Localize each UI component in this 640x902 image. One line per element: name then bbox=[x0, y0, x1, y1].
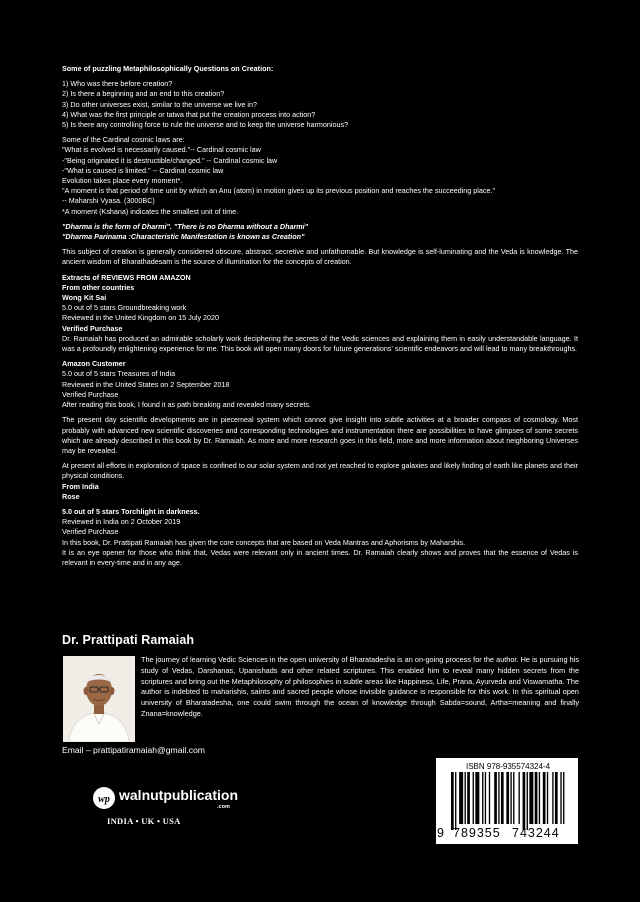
barcode-bar bbox=[552, 772, 553, 824]
barcode-bar bbox=[451, 772, 454, 830]
laws-line: *A moment (Kshana) indicates the smallest unit of time. bbox=[62, 206, 239, 216]
barcode-bar bbox=[506, 772, 509, 824]
reviews-heading: Extracts of REVIEWS FROM AMAZON bbox=[62, 272, 191, 282]
isbn-label: ISBN 978-935574324-4 bbox=[466, 762, 551, 771]
barcode-bar bbox=[467, 772, 470, 824]
barcode-bar bbox=[560, 772, 561, 824]
back-cover-text bbox=[62, 64, 578, 568]
review-commentary: At present all efforts in exploration of space is confined to our solar system and not yet reached to explore galaxies and likely finding of earth like planets and their physical conditions. bbox=[62, 461, 578, 481]
barcode-bar bbox=[539, 772, 540, 824]
barcode-bar bbox=[527, 772, 528, 830]
barcode-bar bbox=[489, 772, 490, 824]
review-verified: Verified Purchase bbox=[62, 389, 119, 399]
review-verified: Verified Purchase bbox=[62, 323, 123, 333]
dharma-quote-1: "Dharma is the form of Dharmi". "There is no Dharma without a Dharmi" bbox=[62, 221, 309, 231]
barcode-bar bbox=[494, 772, 497, 824]
question-item: 2) Is there a beginning and an end to this creation? bbox=[62, 89, 225, 99]
publisher-regions: INDIA • UK • USA bbox=[107, 816, 181, 826]
barcode-bar bbox=[501, 772, 504, 824]
author-name: Dr. Prattipati Ramaiah bbox=[62, 633, 195, 647]
publisher-domain: .com bbox=[217, 804, 230, 810]
author-bio: The journey of learning Vedic Sciences in the open university of Bharatadesha is an on-going process for the author. He is pursuing his study of Vedas, Darshanas, Upanishads and other related scriptures. This enabled him to reveal many hidden secrets from the scriptures and bring out the Metaphilosophy of philosophies in subtle areas like Happiness, Life, Prana, Ayurveda and Viswamatha. The author is indebted to maharishis, saints and sacred people whose invisible guidance is responsible for this work. In this spiritual open university of Bharatadesha, one could swim through the ocean of knowledge through Sabda=sound, Artha=meaning and finally Znana=knowledge. bbox=[141, 655, 579, 718]
barcode-bar bbox=[523, 772, 526, 830]
barcode-icon bbox=[445, 772, 569, 830]
review-rating: 5.0 out of 5 stars Torchlight in darkness. bbox=[62, 506, 200, 516]
barcode-digits-right: 743244 bbox=[512, 826, 560, 840]
reviewer-name: Amazon Customer bbox=[62, 359, 126, 369]
walnut-logo-icon bbox=[93, 787, 115, 809]
question-item: 4) What was the first principle or tatwa that put the creation process into action? bbox=[62, 109, 316, 119]
barcode-digits-left: 789355 bbox=[453, 826, 501, 840]
laws-line: "What is evolved is necessarily caused."-- Cardinal cosmic law bbox=[62, 145, 261, 155]
question-item: 1) Who was there before creation? bbox=[62, 79, 173, 89]
reviews-subheading: From India bbox=[62, 481, 99, 491]
isbn-barcode bbox=[436, 758, 578, 844]
review-date: Reviewed in the United Kingdom on 15 July 2020 bbox=[62, 313, 220, 323]
reviews-subheading: From other countries bbox=[62, 282, 135, 292]
barcode-bar bbox=[555, 772, 558, 824]
review-text: After reading this book, I found it as path breaking and revealed many secrets. bbox=[62, 400, 311, 410]
barcode-bar bbox=[535, 772, 538, 824]
barcode-bar bbox=[498, 772, 499, 824]
review-date: Reviewed in India on 2 October 2019 bbox=[62, 517, 181, 527]
publisher-name: walnutpublication bbox=[119, 787, 238, 803]
barcode-bar bbox=[482, 772, 483, 824]
laws-line: "A moment is that period of time unit by which an Anu (atom) in motion gives up its previous position and reaches the succeeding place." bbox=[62, 186, 495, 196]
barcode-bar bbox=[510, 772, 511, 824]
barcode-bar bbox=[547, 772, 548, 824]
svg-text:wp: wp bbox=[98, 794, 110, 805]
author-photo bbox=[63, 656, 135, 742]
reviewer-name: Wong Kit Sai bbox=[62, 293, 107, 303]
reviewer-name: Rose bbox=[62, 491, 80, 501]
laws-line: -"Being originated it is destructible/changed." -- Cardinal cosmic law bbox=[62, 155, 278, 165]
questions-heading: Some of puzzling Metaphilosophically Questions on Creation: bbox=[62, 64, 274, 73]
walnut-mark-icon bbox=[93, 787, 115, 809]
review-rating: 5.0 out of 5 stars Treasures of India bbox=[62, 369, 176, 379]
barcode-bar bbox=[459, 772, 463, 824]
laws-line: Evolution takes place every moment*. bbox=[62, 176, 183, 186]
laws-line: -"What is caused is limited." -- Cardinal cosmic law bbox=[62, 165, 224, 175]
review-text: It is an eye opener for those who think that, Vedas were relevant only in ancient times. Dr. Ramaiah clearly shows and proves that the essence of Vedas is relevant in every-time and in any age. bbox=[62, 547, 578, 567]
barcode-digit-first: 9 bbox=[437, 826, 445, 840]
review-date: Reviewed in the United States on 2 September 2018 bbox=[62, 379, 230, 389]
barcode-bar bbox=[529, 772, 533, 824]
publisher-logo bbox=[93, 783, 253, 843]
barcode-bar bbox=[475, 772, 479, 824]
barcode-bar bbox=[513, 772, 514, 824]
author-portrait-icon bbox=[63, 656, 135, 742]
question-item: 3) Do other universes exist, similar to the universe we live in? bbox=[62, 99, 257, 109]
question-item: 5) Is there any controlling force to rule the universe and to keep the universe harmonious? bbox=[62, 120, 349, 130]
barcode-bar bbox=[519, 772, 520, 824]
author-email: Email – prattipatiramaiah@gmail.com bbox=[62, 745, 205, 755]
barcode-bar bbox=[455, 772, 456, 830]
review-rating: 5.0 out of 5 stars Groundbreaking work bbox=[62, 303, 187, 313]
barcode-bar bbox=[465, 772, 466, 824]
review-verified: Verified Purchase bbox=[62, 527, 119, 537]
barcode-bar bbox=[563, 772, 564, 824]
laws-line: Some of the Cardinal cosmic laws are: bbox=[62, 135, 185, 145]
barcode-bar bbox=[543, 772, 546, 824]
review-commentary: The present day scientific developments are in piecemeal system which cannot give insight into subtle activities at a broader compass of cosmology. Most probably with advanced new scientific discoveries and corresponding technologies and instrumentation there are possibilities to have glimpses of some secrets which are already described in this book by Dr. Ramaiah. As more and more research goes in this field, more and more information about neighboring Universes may be revealed. bbox=[62, 415, 578, 455]
review-text: Dr. Ramaiah has produced an admirable scholarly work deciphering the secrets of the Vedic sciences and explaining them in easily understandable language. It was a profoundly enlightening experience for me. This book will open many doors for future generations' scientific endeavors and will lead to many breakthroughs. bbox=[62, 333, 578, 354]
barcode-bar bbox=[485, 772, 486, 824]
laws-line: -- Maharshi Vyasa. (3000BC) bbox=[62, 196, 155, 206]
dharma-quote-2: "Dharma Parinama :Characteristic Manifestation is known as Creation" bbox=[62, 232, 305, 242]
intro-paragraph: This subject of creation is generally considered obscure, abstract, secretive and unfathomable. But knowledge is self-luminating and the Veda is knowledge. The ancient wisdom of Bharathadesam is the source of illumination for the concepts of creation. bbox=[62, 247, 578, 267]
review-text: In this book, Dr. Prattipati Ramaiah has given the core concepts that are based on Veda Mantras and Aphorisms by Maharshis. bbox=[62, 537, 466, 547]
barcode-bar bbox=[473, 772, 474, 824]
